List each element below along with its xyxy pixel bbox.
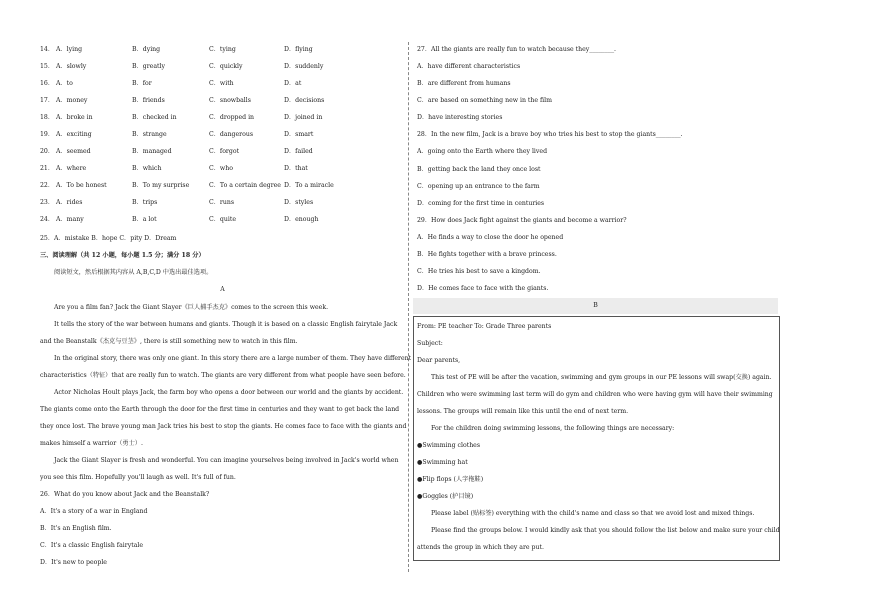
letter-body-7: attends the group in which they are put. — [417, 544, 544, 551]
letter-item-goggles: ●Goggles (护目镜) — [417, 493, 474, 500]
passage-a-label: A — [220, 286, 225, 293]
cloze-option-c: C．dangerous — [209, 131, 254, 138]
letter-body-2: Children who were swimming last term will do gym and children who were having gym will have their swimming — [417, 391, 773, 398]
question-26: 26．What do you know about Jack and the Beanstalk? — [40, 491, 210, 498]
q27-option-b: B．are different from humans — [417, 80, 511, 87]
cloze-option-a: A．to — [56, 80, 73, 87]
cloze-option-d: D．flying — [284, 46, 313, 53]
cloze-question-number: 15． — [40, 63, 55, 70]
cloze-option-b: B．greatly — [132, 63, 165, 70]
cloze-option-b: B．friends — [132, 97, 165, 104]
passage-a-p2: It tells the story of the war between humans and giants. Though it is based on a classic English fairytale Jack — [54, 321, 398, 328]
cloze-question-number: 22． — [40, 182, 55, 189]
cloze-option-d: D．that — [284, 165, 308, 172]
q28-option-d: D．coming for the first time in centuries — [417, 200, 545, 207]
q29-option-a: A．He finds a way to close the door he opened — [417, 234, 564, 241]
q26-option-b: B．It's an English film. — [40, 525, 112, 532]
q27-option-d: D．have interesting stories — [417, 114, 503, 121]
cloze-option-c: C．snowballs — [209, 97, 251, 104]
section-3-heading: 三、阅读理解（共 12 小题，每小题 1.5 分；满分 18 分） — [40, 252, 205, 259]
q29-option-d: D．He comes face to face with the giants. — [417, 285, 549, 292]
q27-option-c: C．are based on something new in the film — [417, 97, 552, 104]
letter-body-5: Please label (贴标签) everything with the child's name and class so that we avoid lost and mixed things. — [431, 510, 755, 517]
column-divider — [408, 42, 410, 572]
cloze-option-b: B．managed — [132, 148, 172, 155]
question-28: 28．In the new film, Jack is a brave boy who tries his best to stop the giants________. — [417, 131, 683, 138]
cloze-option-a: A．To be honest — [56, 182, 107, 189]
cloze-option-d: D．joined in — [284, 114, 323, 121]
passage-a-p3: In the original story, there was only one giant. In this story there are a large number of them. They have different — [54, 355, 412, 362]
cloze-option-c: C．who — [209, 165, 233, 172]
cloze-option-d: D．styles — [284, 199, 314, 206]
cloze-option-c: C．runs — [209, 199, 235, 206]
letter-body-1: This test of PE will be after the vacation, swimming and gym groups in our PE lessons will swap(交换) again. — [431, 374, 772, 381]
cloze-option-d: D．smart — [284, 131, 314, 138]
cloze-option-b: B．for — [132, 80, 152, 87]
passage-a-p1: Are you a film fan? Jack the Giant Slayer《巨人捕手杰克》comes to the screen this week. — [54, 304, 329, 311]
cloze-option-b: B．checked in — [132, 114, 177, 121]
letter-body-4: For the children doing swimming lessons, the following things are necessary: — [431, 425, 675, 432]
q28-option-c: C．opening up an entrance to the farm — [417, 183, 540, 190]
passage-a-p5: Jack the Giant Slayer is fresh and wonderful. You can imagine yourselves being involved in Jack's world when — [54, 457, 399, 464]
passage-a-p2b: and the Beanstalk《杰克与豆茎》, there is still something new to watch in this film. — [40, 338, 298, 345]
cloze-option-d: D．suddenly — [284, 63, 324, 70]
cloze-option-b: B．which — [132, 165, 162, 172]
question-25: 25．A．mistake B．hope C．pity D．Dream — [40, 235, 177, 242]
cloze-option-a: A．rides — [56, 199, 83, 206]
letter-subject: Subject: — [417, 340, 443, 347]
q27-option-a: A．have different characteristics — [417, 63, 521, 70]
cloze-option-c: C．quickly — [209, 63, 243, 70]
q29-option-b: B．He fights together with a brave princess. — [417, 251, 557, 258]
letter-body-3: lessons. The groups will remain like this until the end of next term. — [417, 408, 629, 415]
cloze-question-number: 17． — [40, 97, 55, 104]
cloze-option-a: A．exciting — [56, 131, 92, 138]
cloze-option-c: C．dropped in — [209, 114, 255, 121]
cloze-option-c: C．with — [209, 80, 234, 87]
cloze-option-b: B．To my surprise — [132, 182, 190, 189]
passage-a-p4: Actor Nicholas Hoult plays Jack, the farm boy who opens a door between our world and the giants by accident. — [54, 389, 404, 396]
passage-b-header — [413, 298, 778, 314]
passage-a-p5b: you see this film. Hopefully you'll laugh as well. It's full of fun. — [40, 474, 236, 481]
q26-option-d: D．It's new to people — [40, 559, 107, 566]
cloze-option-d: D．at — [284, 80, 302, 87]
letter-item-flipflops: ●Flip flops (人字拖鞋) — [417, 476, 484, 483]
cloze-option-c: C．To a certain degree — [209, 182, 281, 189]
passage-b-label: B — [593, 302, 598, 309]
cloze-option-a: A．seemed — [56, 148, 91, 155]
letter-box — [413, 316, 780, 561]
cloze-question-number: 24． — [40, 216, 55, 223]
letter-greeting: Dear parents, — [417, 357, 461, 364]
cloze-option-b: B．trips — [132, 199, 158, 206]
cloze-question-number: 21． — [40, 165, 55, 172]
cloze-question-number: 14． — [40, 46, 55, 53]
passage-a-p3b: characteristics（特征）that are really fun to watch. The giants are very different from what people have seen before. — [40, 372, 406, 379]
passage-a-p4d: makes himself a warrior（勇士）. — [40, 440, 143, 447]
letter-item-clothes: ●Swimming clothes — [417, 442, 481, 449]
letter-from-to: From: PE teacher To: Grade Three parents — [417, 323, 552, 330]
cloze-option-c: C．forgot — [209, 148, 240, 155]
reading-instruction: 阅读短文，然后根据其内容从 A,B,C,D 中选出最佳选项。 — [54, 269, 213, 276]
cloze-option-b: B．a lot — [132, 216, 157, 223]
cloze-option-b: B．strange — [132, 131, 167, 138]
question-29: 29．How does Jack fight against the giants and become a warrior? — [417, 217, 627, 224]
cloze-option-a: A．money — [56, 97, 88, 104]
cloze-option-a: A．many — [56, 216, 84, 223]
q29-option-c: C．He tries his best to save a kingdom. — [417, 268, 541, 275]
cloze-option-a: A．slowly — [56, 63, 87, 70]
q26-option-c: C．It's a classic English fairytale — [40, 542, 144, 549]
letter-item-hat: ●Swimming hat — [417, 459, 468, 466]
cloze-option-a: A．broke in — [56, 114, 93, 121]
q28-option-a: A．going onto the Earth where they lived — [417, 148, 548, 155]
cloze-option-b: B．dying — [132, 46, 161, 53]
passage-a-p4c: they once lost. The brave young man Jack tries his best to stop the giants. He comes face to face with the giants and — [40, 423, 407, 430]
cloze-question-number: 19． — [40, 131, 55, 138]
question-27: 27．All the giants are really fun to watch because they________. — [417, 46, 617, 53]
q28-option-b: B．getting back the land they once lost — [417, 166, 541, 173]
cloze-question-number: 23． — [40, 199, 55, 206]
q26-option-a: A．It's a story of a war in England — [40, 508, 148, 515]
cloze-option-c: C．quite — [209, 216, 236, 223]
letter-body-6: Please find the groups below. I would kindly ask that you should follow the list below and make sure your child — [431, 527, 780, 534]
cloze-option-d: D．failed — [284, 148, 313, 155]
cloze-option-d: D．decisions — [284, 97, 325, 104]
passage-a-p4b: The giants come onto the Earth through the door for the first time in centuries and they want to get back the land — [40, 406, 400, 413]
cloze-option-d: D．To a miracle — [284, 182, 334, 189]
cloze-option-c: C．tying — [209, 46, 236, 53]
cloze-option-a: A．lying — [56, 46, 83, 53]
cloze-option-d: D．enough — [284, 216, 319, 223]
cloze-question-number: 18． — [40, 114, 55, 121]
cloze-option-a: A．where — [56, 165, 87, 172]
cloze-question-number: 16． — [40, 80, 55, 87]
cloze-question-number: 20． — [40, 148, 55, 155]
